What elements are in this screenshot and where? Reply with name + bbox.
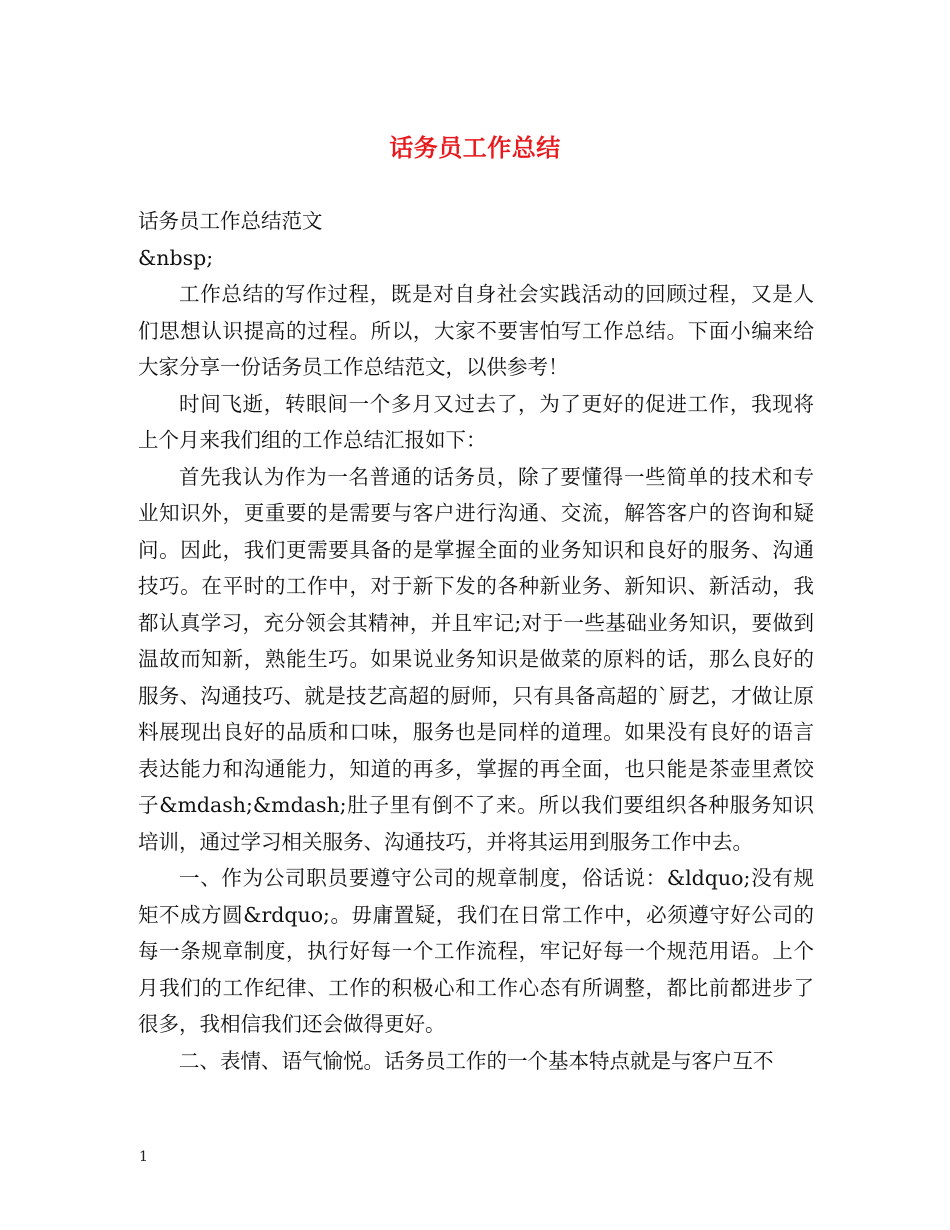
paragraph-skills: 首先我认为作为一名普通的话务员，除了要懂得一些简单的技术和专业知识外，更重要的是需要与客户进行沟通、交流，解答客户的咨询和疑问。因此，我们更需要具备的是掌握全面的业务知识和良好的服务、沟通技巧。在平时的工作中，对于新下发的各种新业务、新知识、新活动，我都认真学习，充分领会其精神，并且牢记;对于一些基础业务知识，要做到温故而知新，熟能生巧。如果说业务知识是做菜的原料的话，那么良好的服务、沟通技巧、就是技艺高超的厨师，只有具备高超的`厨艺，才做让原料展现出良好的品质和口味，服务也是同样的道理。如果没有良好的语言表达能力和沟通能力，知道的再多，掌握的再全面，也只能是茶壶里煮饺子&mdash;&mdash;肚子里有倒不了来。所以我们要组织各种服务知识培训，通过学习相关服务、沟通技巧，并将其运用到服务工作中去。 bbox=[138, 464, 814, 854]
document-title: 话务员工作总结 bbox=[389, 133, 561, 162]
paragraph-expression: 二、表情、语气愉悦。话务员工作的一个基本特点就是与客户互不 bbox=[179, 1048, 774, 1073]
page-number: 1 bbox=[139, 1149, 148, 1165]
document-subtitle: 话务员工作总结范文 bbox=[138, 209, 323, 233]
spacer-text: &nbsp; bbox=[138, 245, 214, 270]
paragraph-summary-opening: 时间飞逝，转眼间一个多月又过去了，为了更好的促进工作，我现将上个月来我们组的工作总结汇报如下： bbox=[138, 391, 814, 452]
paragraph-intro: 工作总结的写作过程，既是对自身社会实践活动的回顾过程，又是人们思想认识提高的过程。所以，大家不要害怕写工作总结。下面小编来给大家分享一份话务员工作总结范文，以供参考！ bbox=[138, 282, 814, 379]
document-body bbox=[138, 203, 814, 1079]
paragraph-rules: 一、作为公司职员要遵守公司的规章制度，俗话说：&ldquo;没有规矩不成方圆&rdquo;。毋庸置疑，我们在日常工作中，必须遵守好公司的每一条规章制度，执行好每一个工作流程，牢记好每一个规范用语。上个月我们的工作纪律、工作的积极心和工作心态有所调整，都比前都进步了很多，我相信我们还会做得更好。 bbox=[138, 866, 814, 1036]
